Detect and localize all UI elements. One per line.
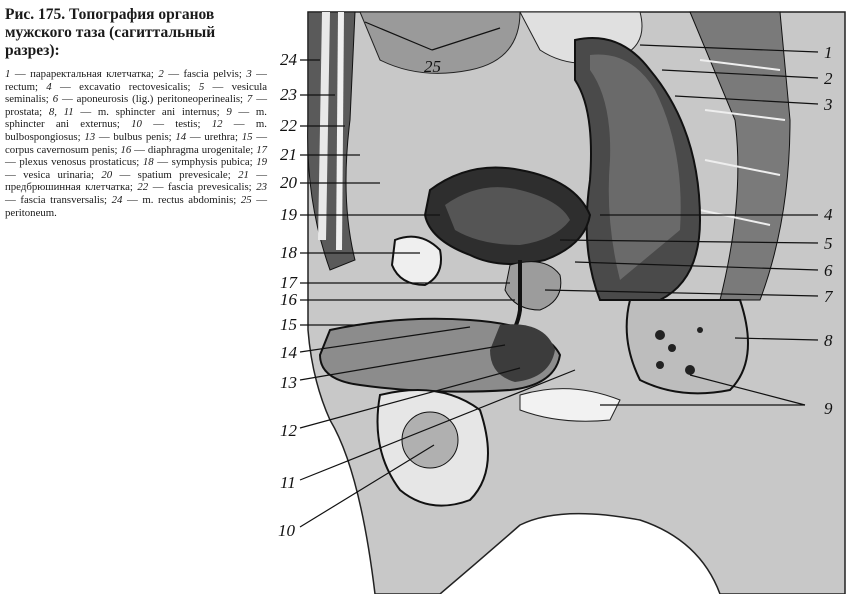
legend-number: 24 [111,193,123,206]
legend-text: fascia prevesicalis; [168,181,252,194]
legend-text: plexus venosus prostaticus; [19,156,140,169]
legend-number: 4 [46,80,52,93]
legend-text: urethra; [204,130,238,143]
legend-text: m. rectus abdominis; [142,193,237,206]
label-11: 11 [280,473,296,492]
legend-number: 2 [158,68,164,80]
legend-number: 17 [256,143,267,156]
legend-text: prostata; [5,105,43,118]
label-3: 3 [824,95,833,114]
legend-text: corpus cavernosum penis; [5,143,118,156]
legend-number: 15 [241,130,253,143]
label-6: 6 [824,261,833,280]
legend-number: 7 [246,93,253,106]
legend-number: 23 [256,181,267,194]
legend-text: m. bulbospongiosus; [5,118,267,143]
legend-number: 16 [120,143,132,156]
label-8: 8 [824,331,833,350]
legend-number: 6 [52,93,59,106]
label-24: 24 [280,50,297,69]
legend-text: spatium prevesicale; [137,168,231,181]
legend-text: vesica urinaria; [23,168,95,181]
label-5: 5 [824,234,833,253]
label-18: 18 [280,243,297,262]
label-16: 16 [280,290,297,309]
label-15: 15 [280,315,297,334]
caption-line-1: Рис. 175. Топография органов [5,6,215,23]
legend-text: m. sphincter ani internus; [97,105,220,118]
label-10: 10 [278,521,295,540]
label-14: 14 [280,343,297,362]
label-17: 17 [280,273,297,292]
label-20: 20 [280,173,297,192]
legend-number: 21 [238,168,249,181]
legend-number: 25 [240,193,252,206]
legend-number: 20 [101,168,113,181]
legend-text: fascia transversalis; [20,193,108,206]
label-21: 21 [280,145,297,164]
legend-number: 1 [5,68,11,80]
legend-text: rectum; [5,80,38,93]
legend-number: 3 [246,68,252,80]
label-22: 22 [280,116,297,135]
legend-number: 13 [84,130,96,143]
legend-text: symphysis pubica; [171,156,253,169]
legend-text: excavatio rectovesicalis; [79,80,191,93]
label-7: 7 [824,287,833,306]
legend-number: 19 [256,156,268,169]
legend-number: 12 [211,118,223,131]
label-12: 12 [280,421,297,440]
legend-number: 22 [137,181,149,194]
label-9: 9 [824,399,833,418]
legend-text: aponeurosis (lig.) peritoneoperinealis; [76,93,244,106]
caption-line-3: разрез): [5,42,60,59]
legend-number: 14 [175,130,187,143]
label-13: 13 [280,373,297,392]
legend-number: 8, 11 [48,105,74,118]
legend-number: 5 [198,80,205,93]
label-4: 4 [824,205,833,224]
label-25: 25 [424,57,441,76]
legend-text: предбрюшинная клетчатка; [5,181,133,194]
legend-text: peritoneum. [5,206,57,219]
legend-text: m. sphincter ani externus; [5,105,268,131]
legend-text: vesicula seminalis; [5,80,268,106]
label-23: 23 [280,85,297,104]
label-1: 1 [824,43,833,62]
legend-text: параректальная клетчатка; [30,68,154,80]
legend-text: bulbus penis; [113,130,172,143]
legend-number: 9 [226,105,232,118]
legend-number: 18 [142,156,154,169]
legend-text: fascia pelvis; [183,68,242,80]
anal-canal [627,300,748,393]
caption-line-2: мужского таза (сагиттальный [5,24,216,41]
label-19: 19 [280,205,297,224]
figure-legend: 1 — параректальная клетчатка; 2 — fascia pelvis; 3 — rectum; 4 — excavatio rectovesicalis; 5 — vesicula seminalis; 6 — aponeurosis (lig.) peritoneoperinealis; 7 — prostata; 8, 11 — m. sphincter ani internus; 9 — m. sphincter ani externus; 10 — testis; 12 — m. bulbospongiosus; 13 — bulbus penis; 14 — urethra; 15 — corpus cavernosum penis; 16 — diaphragma urogenitale; 17 — plexus venosus prostaticus; 18 — symphysis pubica; 19 — vesica urinaria; 20 — spatium prevesicale; 21 — предбрюшинная клетчатка; 22 — fascia prevesicalis; 23 — fascia transversalis; 24 — m. rectus abdominis; 25 — peritoneum. [5,68,268,219]
legend-text: testis; [175,118,201,131]
legend-text: diaphragma urogenitale; [147,143,254,156]
label-2: 2 [824,69,833,88]
legend-number: 10 [131,118,142,131]
